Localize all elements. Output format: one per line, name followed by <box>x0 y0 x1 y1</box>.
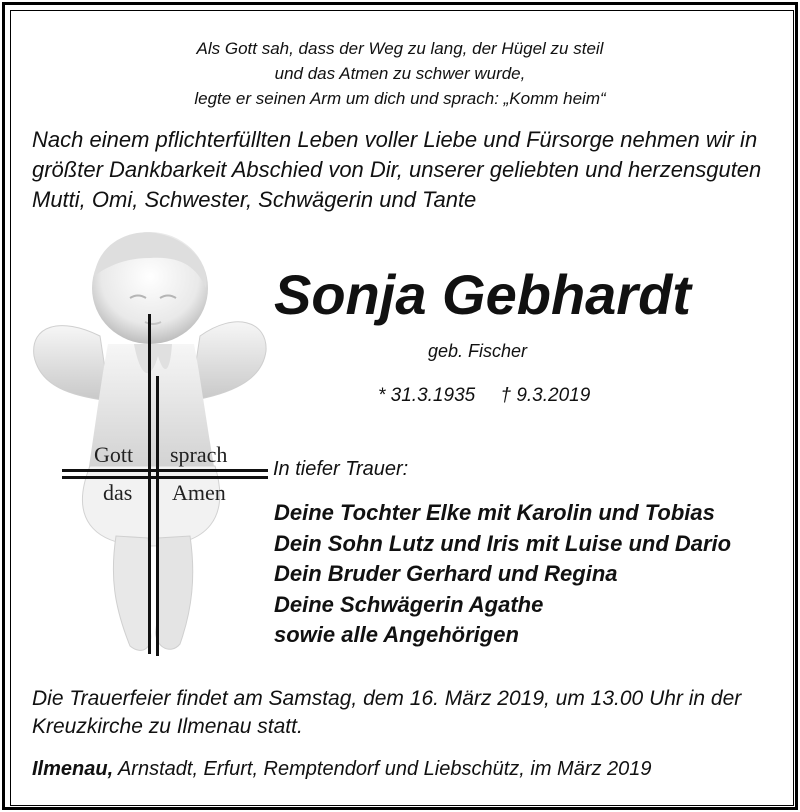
cross-vertical-bar <box>148 314 151 654</box>
mourner-line: Deine Schwägerin Agathe <box>274 591 544 617</box>
intro-line: Nach einem pflichterfüllten Leben voller Liebe und Fürsorge nehmen wir in <box>32 127 758 152</box>
life-dates <box>378 384 590 408</box>
service-line: Kreuzkirche zu Ilmenau statt. <box>32 715 303 738</box>
cross-word-sprach: sprach <box>170 442 228 467</box>
cross-word-amen: Amen <box>172 480 226 505</box>
funeral-service-info <box>32 685 792 741</box>
intro-line: Mutti, Omi, Schwester, Schwägerin und Tante <box>32 187 477 212</box>
mourners-list <box>274 498 774 651</box>
mourning-heading: In tiefer Trauer: <box>273 458 409 480</box>
poem-line: und das Atmen zu schwer wurde, <box>274 64 526 83</box>
cross-horizontal-bar <box>62 469 268 472</box>
mourner-line: Dein Sohn Lutz und Iris mit Luise und Dario <box>274 530 732 556</box>
cross-word-gott: Gott <box>94 442 134 467</box>
angel-right-leg <box>156 536 193 649</box>
birth-name: geb. Fischer <box>428 341 528 361</box>
mourner-line: Dein Bruder Gerhard und Regina <box>274 561 618 586</box>
death-date: † 9.3.2019 <box>500 385 591 406</box>
intro-text <box>32 125 792 215</box>
left-wing <box>34 326 110 401</box>
mourner-line: sowie alle Angehörigen <box>274 622 519 647</box>
angel-left-leg <box>113 536 150 650</box>
intro-line: größter Dankbarkeit Abschied von Dir, unserer geliebten und herzensguten <box>32 157 762 182</box>
places-main: Ilmenau, <box>32 758 114 780</box>
birth-date: * 31.3.1935 <box>378 385 476 406</box>
places-line <box>32 756 792 782</box>
angel-cross-illustration <box>30 226 270 666</box>
service-line: Die Trauerfeier findet am Samstag, dem 16. März 2019, um 13.00 Uhr in der <box>32 687 742 710</box>
deceased-name: Sonja Gebhardt <box>274 263 691 326</box>
poem <box>0 36 800 111</box>
poem-line: legte er seinen Arm um dich und sprach: „Komm heim“ <box>194 89 606 108</box>
cross-word-das: das <box>103 480 133 505</box>
mourner-line: Deine Tochter Elke mit Karolin und Tobias <box>274 500 715 525</box>
places-rest: Arnstadt, Erfurt, Remptendorf und Liebschütz, im März 2019 <box>113 758 652 780</box>
poem-line: Als Gott sah, dass der Weg zu lang, der Hügel zu steil <box>196 39 604 58</box>
